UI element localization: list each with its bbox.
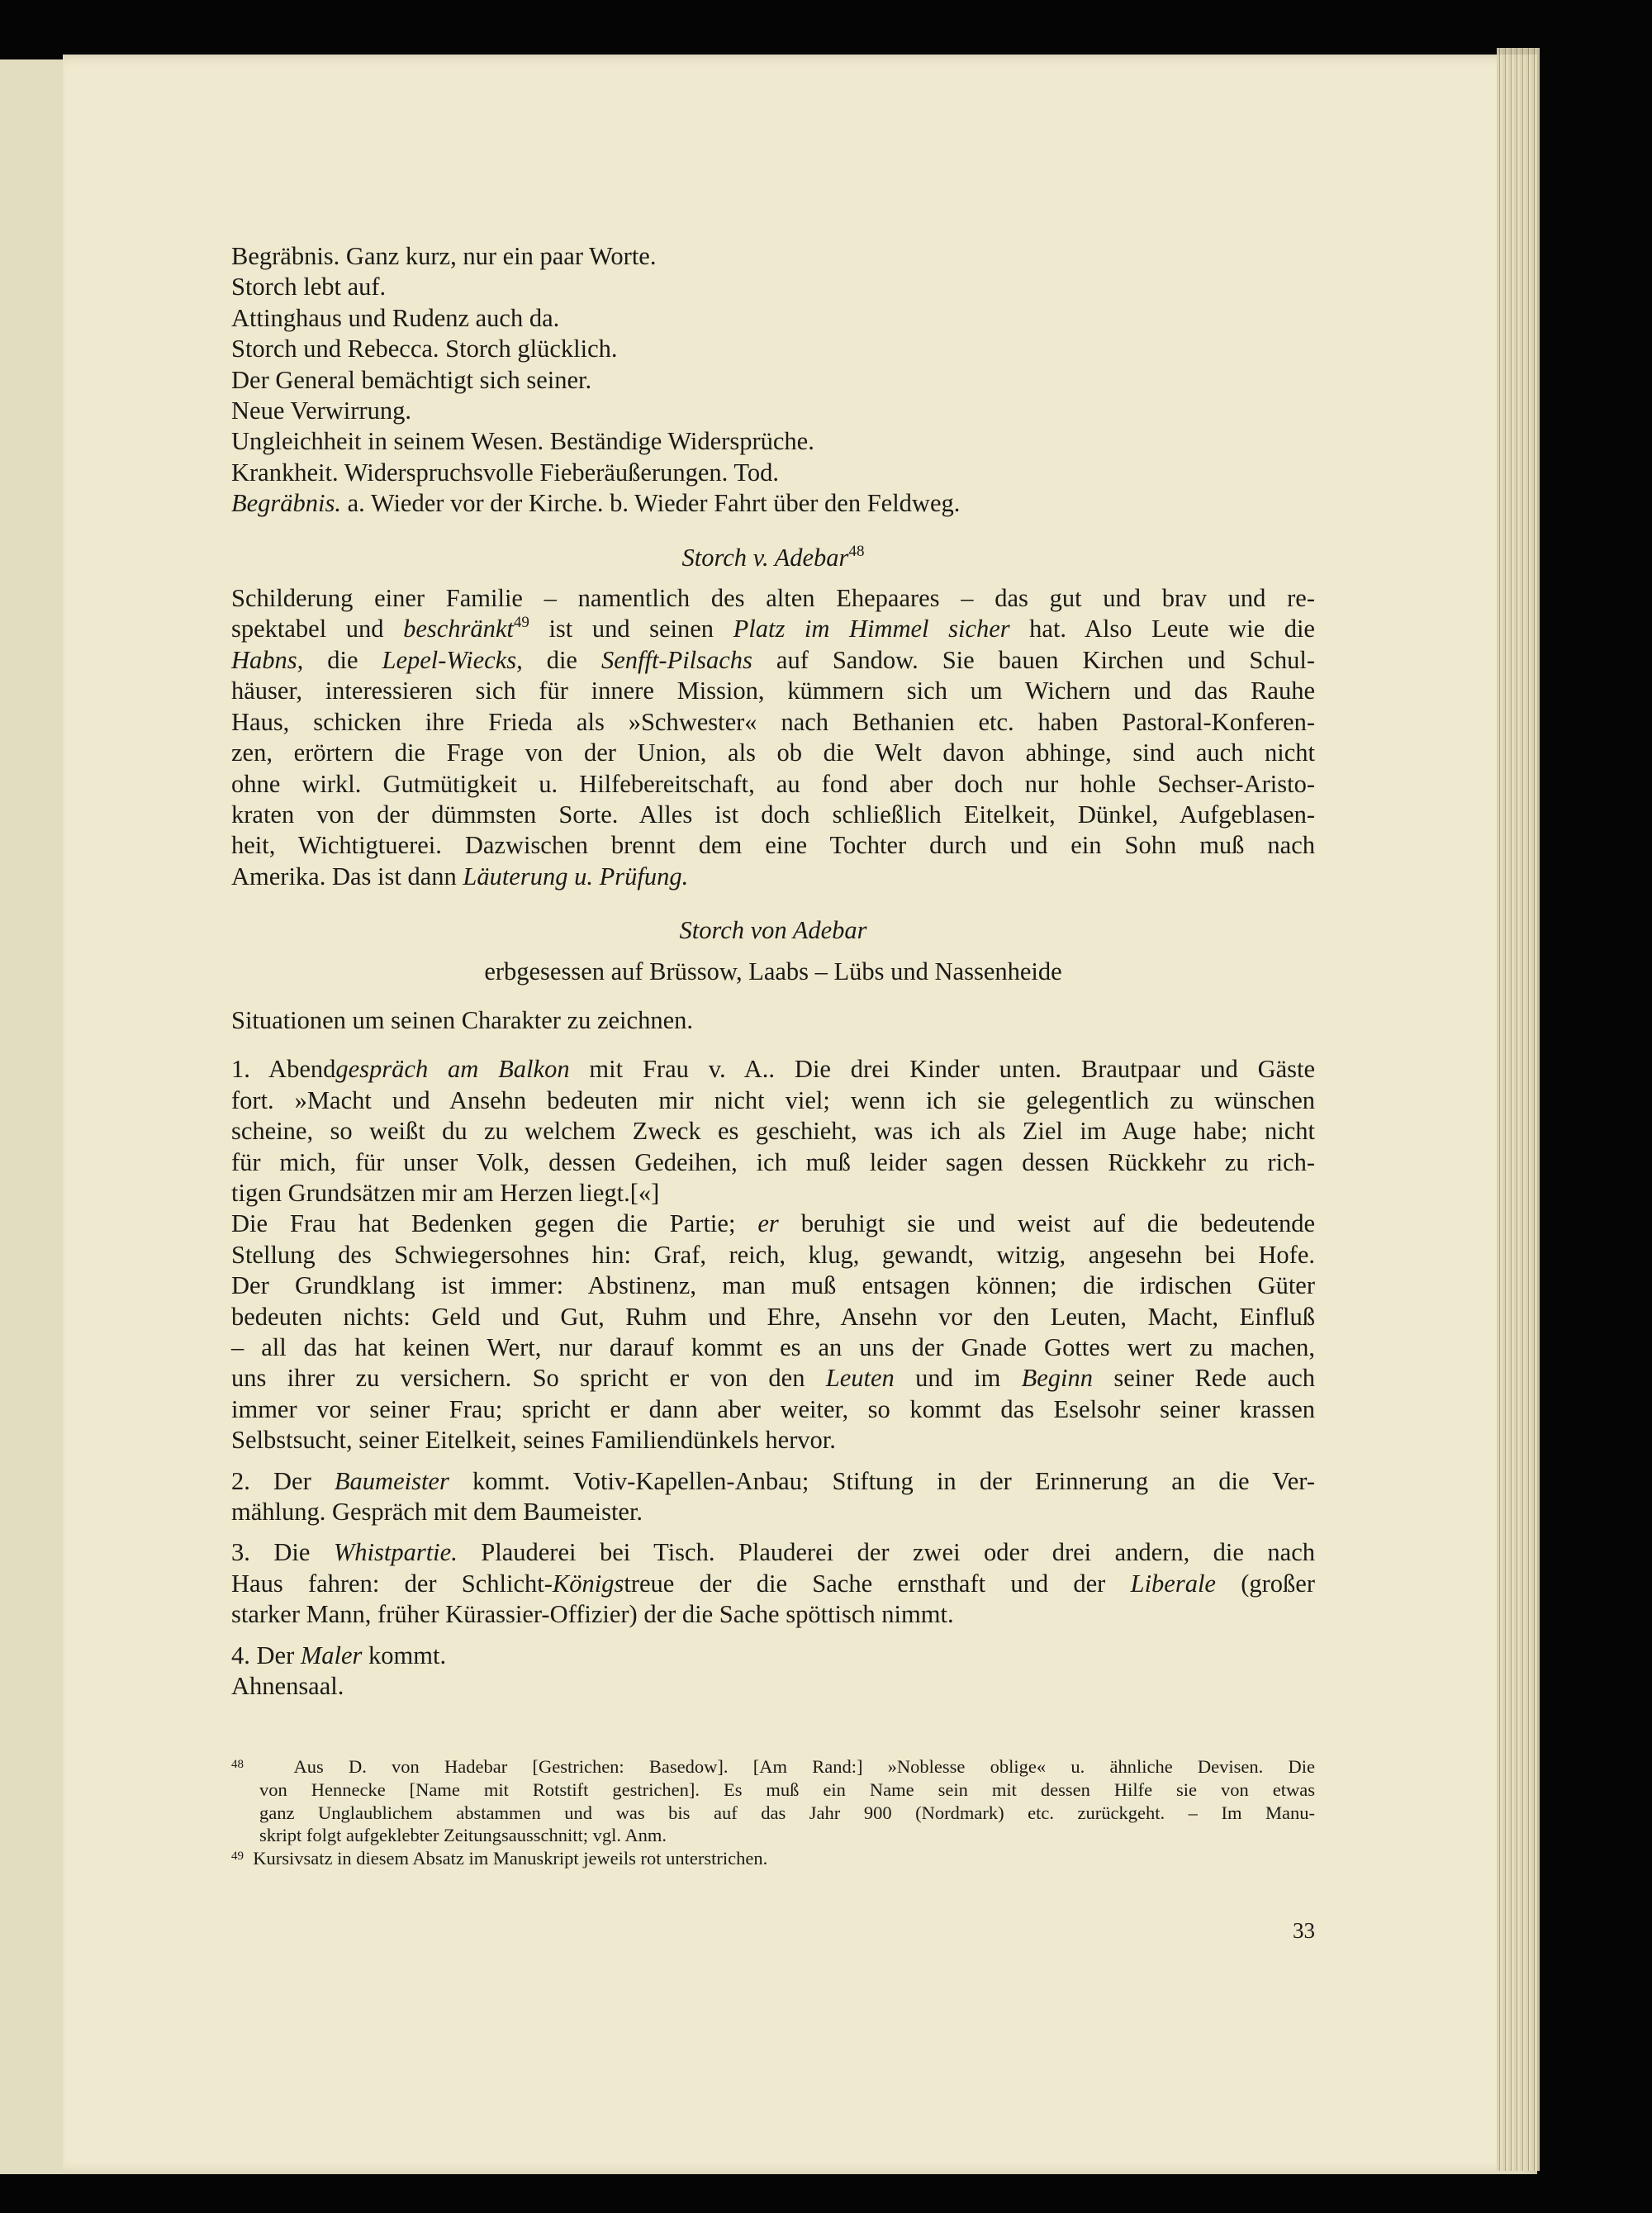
line-top-2: Storch lebt auf. bbox=[231, 273, 387, 302]
line-top-4: Storch und Rebecca. Storch glücklich. bbox=[231, 335, 618, 363]
footnote-ref-48: 48 bbox=[848, 542, 865, 560]
footnotes bbox=[231, 1755, 1315, 1870]
list-item-1: 1. Abendgespräch am Balkon mit Frau v. A.. Die drei Kinder unten. Brautpaar und Gäste fort. »Macht und Ansehn bedeuten mir nicht viel; wenn ich sie gelegentlich zu wünschen scheine, so weißt du zu welchem Zweck es geschieht, was ich als Ziel im Auge habe; nicht für mich, für unser Volk, dessen Gedeihen, ich muß leider sagen dessen Rückkehr zu rich- tigen Grundsätzen mir am Herzen liegt.[«] Die Frau hat Bedenken gegen die Partie; er beruhigt sie und weist auf die bedeutende Stellung des Schwiegersohnes hin: Graf, reich, klug, gewandt, witzig, angesehn bei Hofe. Der Grundklang ist immer: Abstinenz, man muß entsagen können; die irdischen Güter bedeuten nichts: Geld und Gut, Ruhm und Ehre, Ansehn vor den Leuten, Macht, Einfluß – all das hat keinen Wert, nur darauf kommt es an uns der Gnade Gottes wert zu machen, uns ihrer zu versichern. So spricht er von den Leuten und im Beginn seiner Rede auch immer vor seiner Frau; spricht er dann aber weiter, so kommt das Eselsohr seiner krassen Selbstsucht, seiner Eitelkeit, seines Familiendünkels hervor. bbox=[231, 1055, 1316, 1455]
line-top-1: Begräbnis. Ganz kurz, nur ein paar Worte. bbox=[231, 242, 657, 270]
footnote-ref-49: 49 bbox=[513, 614, 529, 632]
page-stack-edges bbox=[1497, 48, 1540, 2171]
line-top-6: Neue Verwirrung. bbox=[231, 397, 411, 425]
line-top-8: Krankheit. Widerspruchsvolle Fieberäußerungen. Tod. bbox=[231, 458, 779, 487]
situationen-line: Situationen um seinen Charakter zu zeichnen. bbox=[231, 1005, 693, 1034]
line-top-3: Attinghaus und Rudenz auch da. bbox=[231, 303, 560, 332]
footnote-49: $^{49}$ Kursivsatz in diesem Absatz im Manuskript jeweils rot unterstrichen. bbox=[231, 1848, 768, 1869]
subheading-erbgesessen: erbgesessen auf Brüssow, Laabs – Lübs und Nassenheide bbox=[484, 957, 1062, 985]
page-number: 33 bbox=[1293, 1918, 1315, 1943]
line-top-5: Der General bemächtigt sich seiner. bbox=[231, 365, 592, 394]
list-item-4: 4. Der Maler kommt. Ahnensaal. bbox=[231, 1641, 447, 1701]
list-item-2: 2. Der Baumeister kommt. Votiv-Kapellen-Anbau; Stiftung in der Erinnerung an die Ver- mählung. Gespräch mit dem Baumeister. bbox=[231, 1466, 1315, 1527]
left-page-edge bbox=[0, 59, 63, 2174]
list-item-3: 3. Die Whistpartie. Plauderei bei Tisch. Plauderei der zwei oder drei andern, die nach Haus fahren: der Schlicht-Königstreue der die Sache ernsthaft und der Liberale (großer starker Mann, früher Kürassier-Offizier) der die Sache spöttisch nimmt. bbox=[231, 1538, 1315, 1629]
line-top-7: Ungleichheit in seinem Wesen. Beständige Widersprüche. bbox=[231, 427, 814, 456]
line-begraebnis: Begräbnis. a. Wieder vor der Kirche. b. Wieder Fahrt über den Feldweg. bbox=[231, 489, 961, 518]
footnote-48: $^{48}$ Aus D. von Hadebar [Gestrichen: Basedow]. [Am Rand:] »Noblesse oblige« u. ähnliche Devisen. Die von Hennecke [Name mit Rotstift gestrichen]. Es muß ein Name sein mit dessen Hilfe sie von etwas ganz Unglaublichem abstammen und was bis auf das Jahr 900 (Nordmark) etc. zurückgeht. – Im Manu- skript folgt aufgeklebter Zeitungsausschnitt; vgl. Anm. bbox=[231, 1756, 1315, 1846]
paragraph-schilderung: Schilderung einer Familie – namentlich des alten Ehepaares – das gut und brav und re- spektabel und beschränkt$^{49}$ ist und seinen Platz im Himmel sicher hat. Also Leute wie die Habns, die Lepel-Wiecks, die Senfft-Pilsachs auf Sandow. Sie bauen Kirchen und Schul- häuser, interessieren sich für innere Mission, kümmern sich um Wichern und das Rauhe Haus, schicken ihre Frieda als »Schwester« nach Bethanien etc. haben Pastoral-Konferen- zen, erörtern die Frage von der Union, als ob die Welt davon abhinge, sind auch nicht ohne wirkl. Gutmütigkeit u. Hilfebereitschaft, au fond aber doch nur hohle Sechser-Aristo- kraten von der dümmsten Sorte. Alles ist doch schließlich Eitelkeit, Dünkel, Aufgeblasen- heit, Wichtigtuerei. Dazwischen brennt dem eine Tochter durch und ein Sohn muß nach Amerika. Das ist dann Läuterung u. Prüfung. bbox=[231, 584, 1316, 890]
section-heading-storch-v-adebar: Storch v. Adebar$^{48}$ bbox=[681, 542, 865, 572]
main-text bbox=[231, 241, 1315, 1702]
section-heading-storch-von-adebar: Storch von Adebar bbox=[679, 916, 867, 945]
